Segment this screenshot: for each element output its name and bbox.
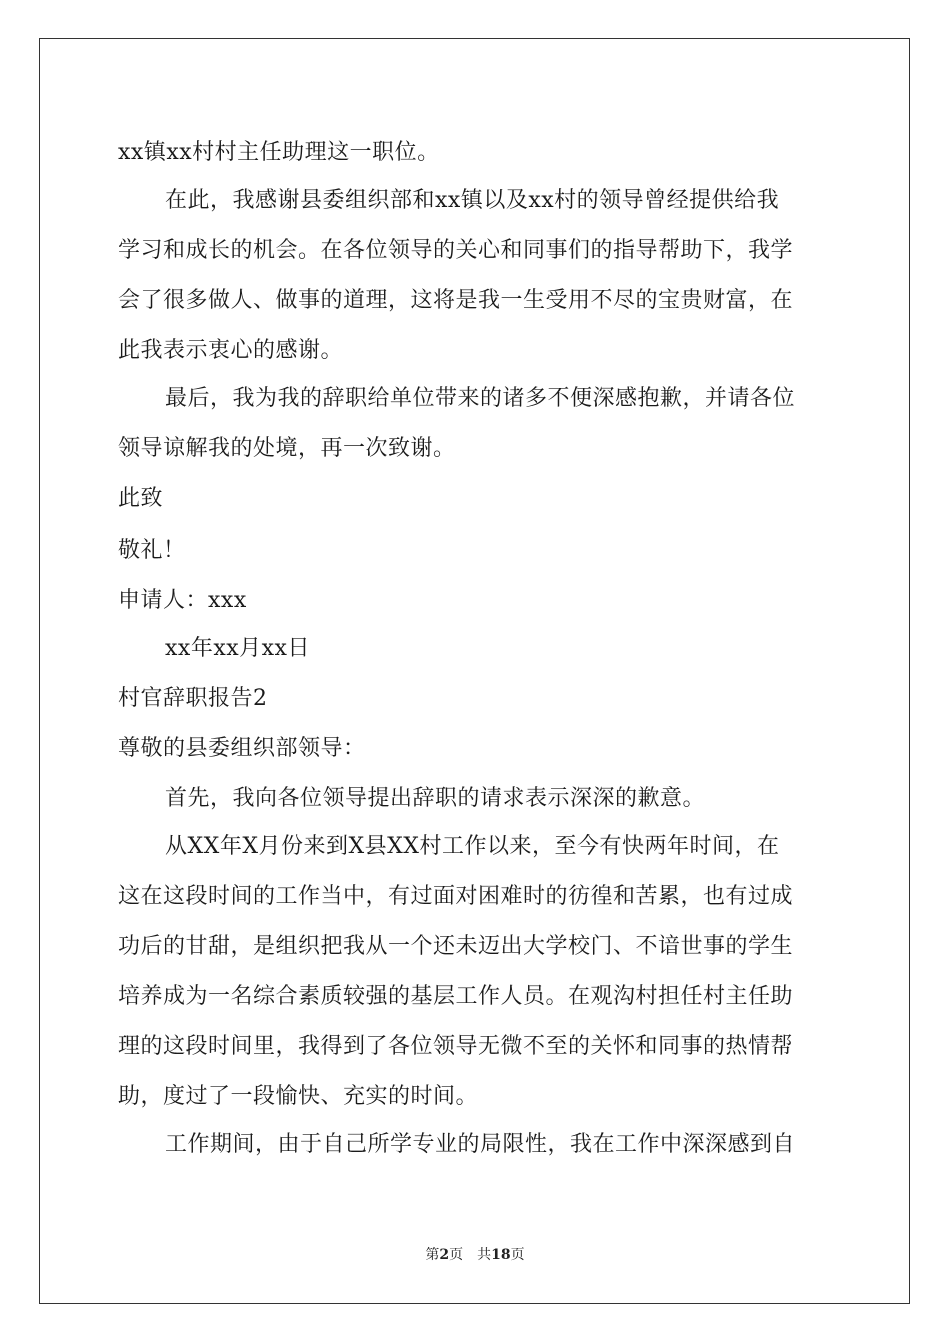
text-line: 申请人：xxx [118, 588, 247, 613]
text-line: 村官辞职报告2 [118, 686, 268, 711]
text-line: 最后，我为我的辞职给单位带来的诸多不便深感抱歉，并请各位 [165, 386, 796, 411]
text-line: xx年xx月xx日 [165, 636, 310, 661]
text-line: xx镇xx村村主任助理这一职位。 [118, 140, 440, 165]
page-suffix: 页 [449, 1247, 464, 1263]
text-line: 会了很多做人、做事的道理，这将是我一生受用不尽的宝贵财富，在 [118, 288, 794, 313]
text-line: 这在这段时间的工作当中，有过面对困难时的彷徨和苦累，也有过成 [118, 884, 794, 909]
text-line: 此致 [118, 486, 164, 511]
total-suffix: 页 [510, 1247, 525, 1263]
text-line: 功后的甘甜，是组织把我从一个还未迈出大学校门、不谙世事的学生 [118, 934, 794, 959]
text-line: 首先，我向各位领导提出辞职的请求表示深深的歉意。 [165, 786, 706, 811]
text-line: 从XX年X月份来到X县XX村工作以来，至今有快两年时间，在 [165, 834, 780, 859]
text-line: 学习和成长的机会。在各位领导的关心和同事们的指导帮助下，我学 [118, 238, 794, 263]
page-border [39, 38, 910, 1304]
text-line: 培养成为一名综合素质较强的基层工作人员。在观沟村担任村主任助 [118, 984, 794, 1009]
text-line: 在此，我感谢县委组织部和xx镇以及xx村的领导曾经提供给我 [165, 188, 780, 213]
text-line: 领导谅解我的处境，再一次致谢。 [118, 436, 456, 461]
text-line: 此我表示衷心的感谢。 [118, 338, 344, 363]
text-line: 助，度过了一段愉快、充实的时间。 [118, 1084, 479, 1109]
text-line: 尊敬的县委组织部领导： [118, 736, 366, 761]
page-number: 2 [439, 1247, 450, 1263]
page-prefix: 第 [425, 1247, 440, 1263]
total-prefix: 共 [477, 1247, 492, 1263]
text-line: 敬礼！ [118, 538, 186, 563]
text-line: 工作期间，由于自己所学专业的局限性，我在工作中深深感到自 [165, 1132, 796, 1157]
page-footer [0, 1246, 950, 1264]
total-pages: 18 [491, 1247, 511, 1263]
text-line: 理的这段时间里，我得到了各位领导无微不至的关怀和同事的热情帮 [118, 1034, 794, 1059]
